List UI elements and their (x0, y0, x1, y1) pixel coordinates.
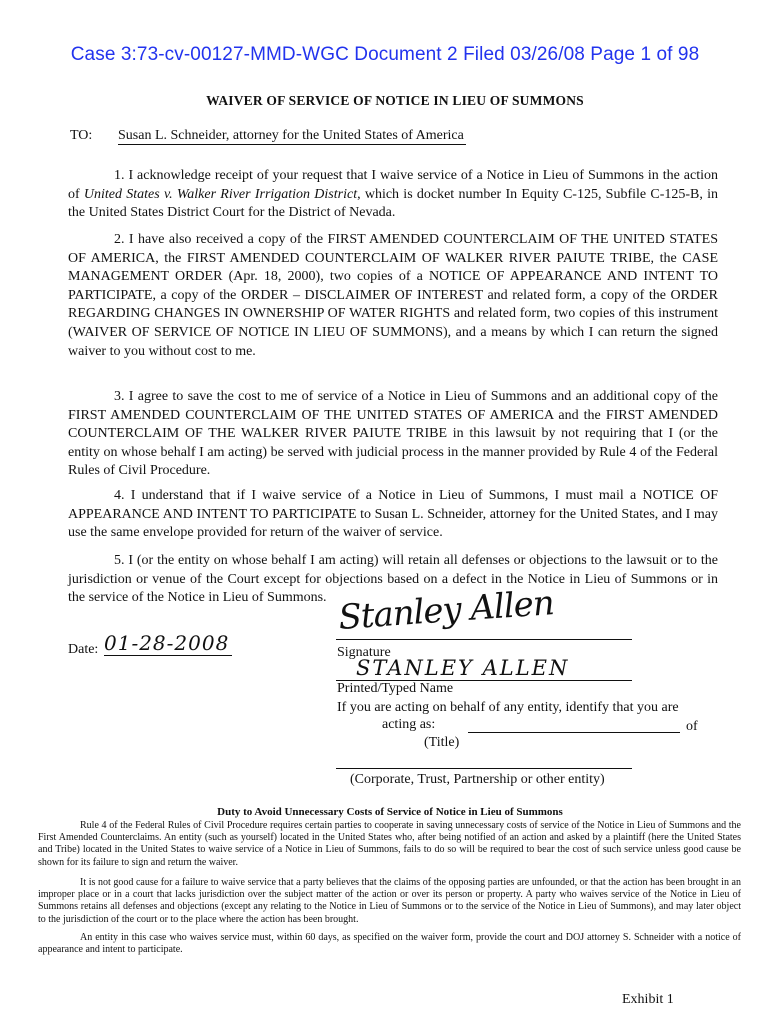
case-header: Case 3:73-cv-00127-MMD-WGC Document 2 Filed 03/26/08 Page 1 of 98 (70, 44, 700, 65)
document-title: WAIVER OF SERVICE OF NOTICE IN LIEU OF SUMMONS (206, 93, 584, 108)
paragraph-5-text: 5. I (or the entity on whose behalf I am acting) will retain all defenses or objections to the lawsuit or to the jurisdiction or venue of the Court except for objections based on a defect in the Notice in Lieu of Summons or in the service of the Notice in Lieu of Summons. (68, 553, 718, 606)
date-label: Date: (68, 642, 99, 657)
paragraph-1-text-a: 1. I acknowledge receipt of your request that I waive service of a Notice in Lieu of Summons in the action of (68, 168, 718, 202)
printed-name-label: Printed/Typed Name (337, 681, 454, 696)
handwritten-signature: Stanley Allen (337, 583, 555, 638)
paragraph-4 (68, 487, 718, 543)
paragraph-2-text: 2. I have also received a copy of the FIRST AMENDED COUNTERCLAIM OF THE UNITED STATES OF AMERICA, the FIRST AMENDED COUNTERCLAIM OF WALKER RIVER PAIUTE TRIBE, the CASE MANAGEMENT ORDER (Apr. 18, 2000), two copies of a NOTICE OF APPEARANCE AND INTENT TO PARTICIPATE, a copy of the ORDER – DISCLAIMER OF INTEREST and related form, a copy of the ORDER REGARDING CHANGES IN OWNERSHIP OF WATER RIGHTS and related form, two copies of this instrument (WAIVER OF SERVICE OF NOTICE IN LIEU OF SUMMONS), and a means by which I can return the signed waiver to you without cost to me. (68, 232, 718, 359)
signature-line (336, 639, 632, 640)
exhibit-label: Exhibit 1 (622, 992, 674, 1007)
paragraph-4-text: 4. I understand that if I waive service of a Notice in Lieu of Summons, I must mail a NOTICE OF APPEARANCE AND INTENT TO PARTICIPATE to Susan L. Schneider, attorney for the United States, and I may use the same envelope provided for return of the waiver of service. (68, 488, 718, 541)
to-recipient: Susan L. Schneider, attorney for the United States of America (118, 128, 464, 143)
of-label: of (686, 719, 698, 734)
to-label: TO: (70, 128, 93, 143)
handwritten-printed-name: STANLEY ALLEN (356, 656, 570, 680)
duty-title: Duty to Avoid Unnecessary Costs of Service of Notice in Lieu of Summons (217, 806, 563, 818)
duty-paragraph-2-text: It is not good cause for a failure to waive service that a party believes that the claims of the opposing parties are unfounded, or that the action has been brought in an improper place or in a court that lacks jurisdiction over the subject matter of the action or over its person or property. A party who waives service of the Notice in Lieu of Summons retains all defenses and objections (except any relating to the Notice in Lieu of Summons or to the service of the Notice in Lieu of Summons), and may later object to the jurisdiction of the court or to the place where the action has been brought. (38, 877, 741, 925)
entity-type-label: (Corporate, Trust, Partnership or other entity) (350, 772, 605, 787)
title-label: (Title) (424, 735, 460, 750)
date-handwritten: 01-28-2008 (104, 631, 232, 656)
duty-paragraph-1 (38, 820, 741, 869)
duty-paragraph-3-text: An entity in this case who waives service must, within 60 days, as specified on the waiver form, provide the court and DOJ attorney S. Schneider with a notice of appearance and intent to participate. (38, 932, 741, 956)
duty-paragraph-3 (38, 932, 741, 956)
signature-label: Signature (337, 645, 391, 660)
paragraph-3-text: 3. I agree to save the cost to me of service of a Notice in Lieu of Summons and an additional copy of the FIRST AMENDED COUNTERCLAIM OF THE UNITED STATES OF AMERICA and the FIRST AMENDED COUNTERCLAIM OF THE WALKER RIVER PAIUTE TRIBE in this lawsuit by not requiring that I (or the entity on whose behalf I am acting) be served with judicial process in the manner provided by Rule 4 of the Federal Rules of Civil Procedure. (68, 389, 718, 479)
entity-line (336, 768, 632, 769)
paragraph-1 (68, 167, 718, 223)
duty-paragraph-1-text: Rule 4 of the Federal Rules of Civil Procedure requires certain parties to cooperate in saving unnecessary costs of service of the Notice in Lieu of Summons and the First Amended Counterclaims. An entity (such as yourself) located in the United States who, after being notified of an action and asked by a plaintiff (here the United States and Tribe) located in the United States to waive service of a Notice in Lieu of Summons, fails to do so will be required to bear the cost of such service unless good cause be shown for its failure to sign and return the waiver. (38, 820, 741, 868)
case-name: United States v. Walker River Irrigation District (83, 186, 358, 202)
paragraph-3 (68, 388, 718, 481)
acting-as-label: acting as: (382, 717, 436, 732)
paragraph-2 (68, 231, 718, 361)
entity-instruction: If you are acting on behalf of any entity, identify that you are (337, 700, 679, 715)
acting-as-line (468, 732, 680, 733)
paragraph-1-text-b: , which is docket number In Equity C-125, Subfile C-125-B, in the United States District Court for the District of Nevada. (68, 186, 719, 221)
duty-paragraph-2 (38, 877, 741, 926)
